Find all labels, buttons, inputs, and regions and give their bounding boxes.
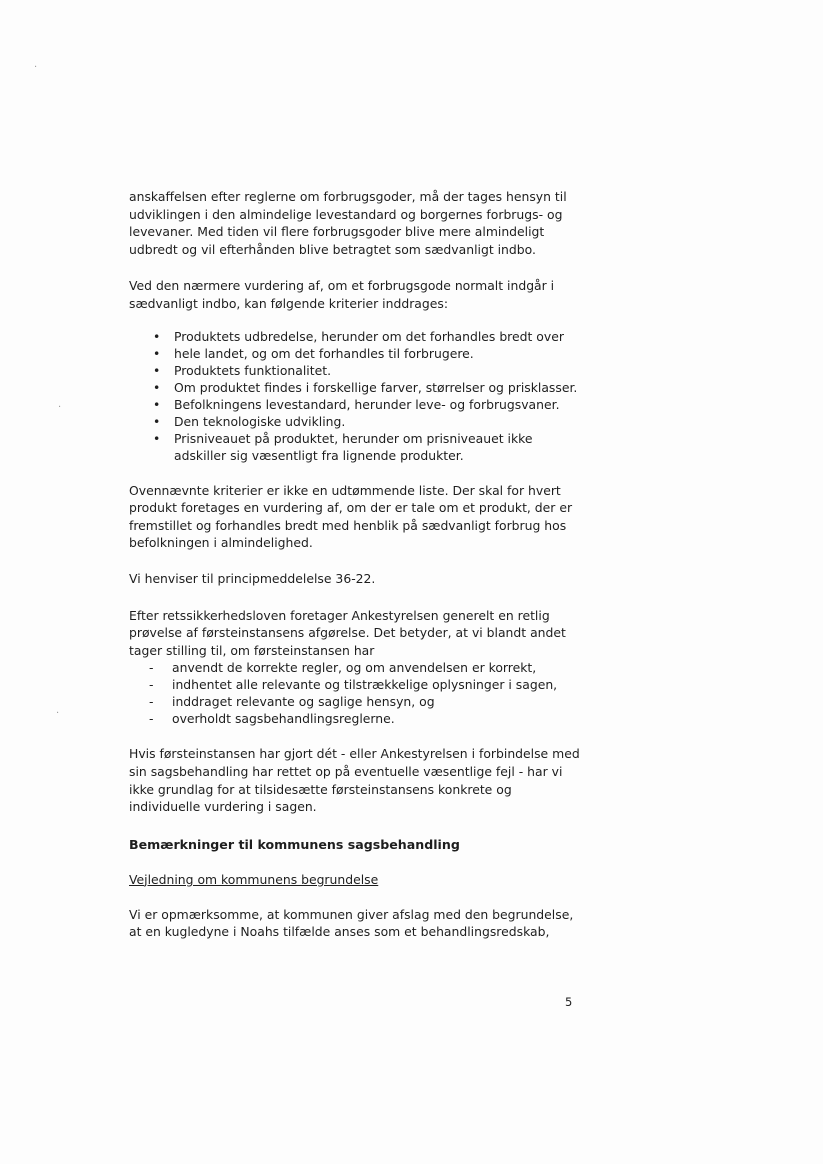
scan-speck: ·	[58, 402, 62, 413]
criteria-item: • Produktets funktionalitet.	[129, 362, 584, 379]
page-number: 5	[565, 995, 573, 1009]
criteria-item: • hele landet, og om det forhandles til forbrugere.	[129, 345, 584, 362]
scan-speck: ·	[34, 62, 38, 73]
criteria-list	[129, 328, 584, 464]
criteria-item: • Den teknologiske udvikling.	[129, 413, 584, 430]
review-points-list	[129, 659, 584, 727]
paragraph-no-basis-to-override: Hvis førsteinstansen har gjort dét - eller Ankestyrelsen i forbindelse med sin sagsbehandling har rettet op på eventuelle væsentlige fejl - har vi ikke grundlag for at tilsidesætte førsteinstansens konkrete og individuelle vurdering i sagen.	[129, 746, 580, 815]
scan-speck: ·	[56, 708, 60, 719]
section-heading: Bemærkninger til kommunens sagsbehandling	[129, 836, 460, 852]
subheading: Vejledning om kommunens begrundelse	[129, 871, 379, 887]
review-point-item: - overholdt sagsbehandlingsreglerne.	[129, 710, 584, 727]
paragraph-legal-review: Efter retssikkerhedsloven foretager Ankestyrelsen generelt en retlig prøvelse af førsteinstansens afgørelse. Det betyder, at vi blandt andet tager stilling til, om førsteinstansen har	[129, 607, 566, 658]
review-point-item: - indhentet alle relevante og tilstrækkelige oplysninger i sagen,	[129, 676, 584, 693]
paragraph-criteria-intro: Ved den nærmere vurdering af, om et forbrugsgode normalt indgår i sædvanligt indbo, kan følgende kriterier inddrages:	[129, 278, 555, 311]
criteria-item: • Prisniveauet på produktet, herunder om prisniveauet ikke adskiller sig væsentligt fra lignende produkter.	[129, 430, 584, 464]
paragraph-consumer-goods-development: anskaffelsen efter reglerne om forbrugsgoder, må der tages hensyn til udviklingen i den almindelige levestandard og borgernes forbrugs- og levevaner. Med tiden vil flere forbrugsgoder blive mere almindeligt udbredt og vil efterhånden blive betragtet som sædvanligt indbo.	[129, 189, 567, 257]
review-point-item: - inddraget relevante og saglige hensyn, og	[129, 693, 584, 710]
criteria-item: • Om produktet findes i forskellige farver, størrelser og prisklasser.	[129, 379, 584, 396]
criteria-item: • Produktets udbredelse, herunder om det forhandles bredt over	[129, 328, 584, 345]
criteria-item: • Befolkningens levestandard, herunder leve- og forbrugsvaner.	[129, 396, 584, 413]
paragraph-principle-reference: Vi henviser til principmeddelelse 36-22.	[129, 570, 376, 586]
review-point-item: - anvendt de korrekte regler, og om anvendelsen er korrekt,	[129, 659, 584, 676]
document-body	[129, 188, 584, 941]
paragraph-criteria-not-exhaustive: Ovennævnte kriterier er ikke en udtømmende liste. Der skal for hvert produkt foretages en vurdering af, om der er tale om et produkt, der er fremstillet og forhandles bredt med henblik på sædvanligt forbrug hos befolkningen i almindelighed.	[129, 482, 573, 551]
paragraph-municipality-reasoning: Vi er opmærksomme, at kommunen giver afslag med den begrundelse, at en kugledyne i Noahs tilfælde anses som et behandlingsredskab,	[129, 906, 574, 940]
